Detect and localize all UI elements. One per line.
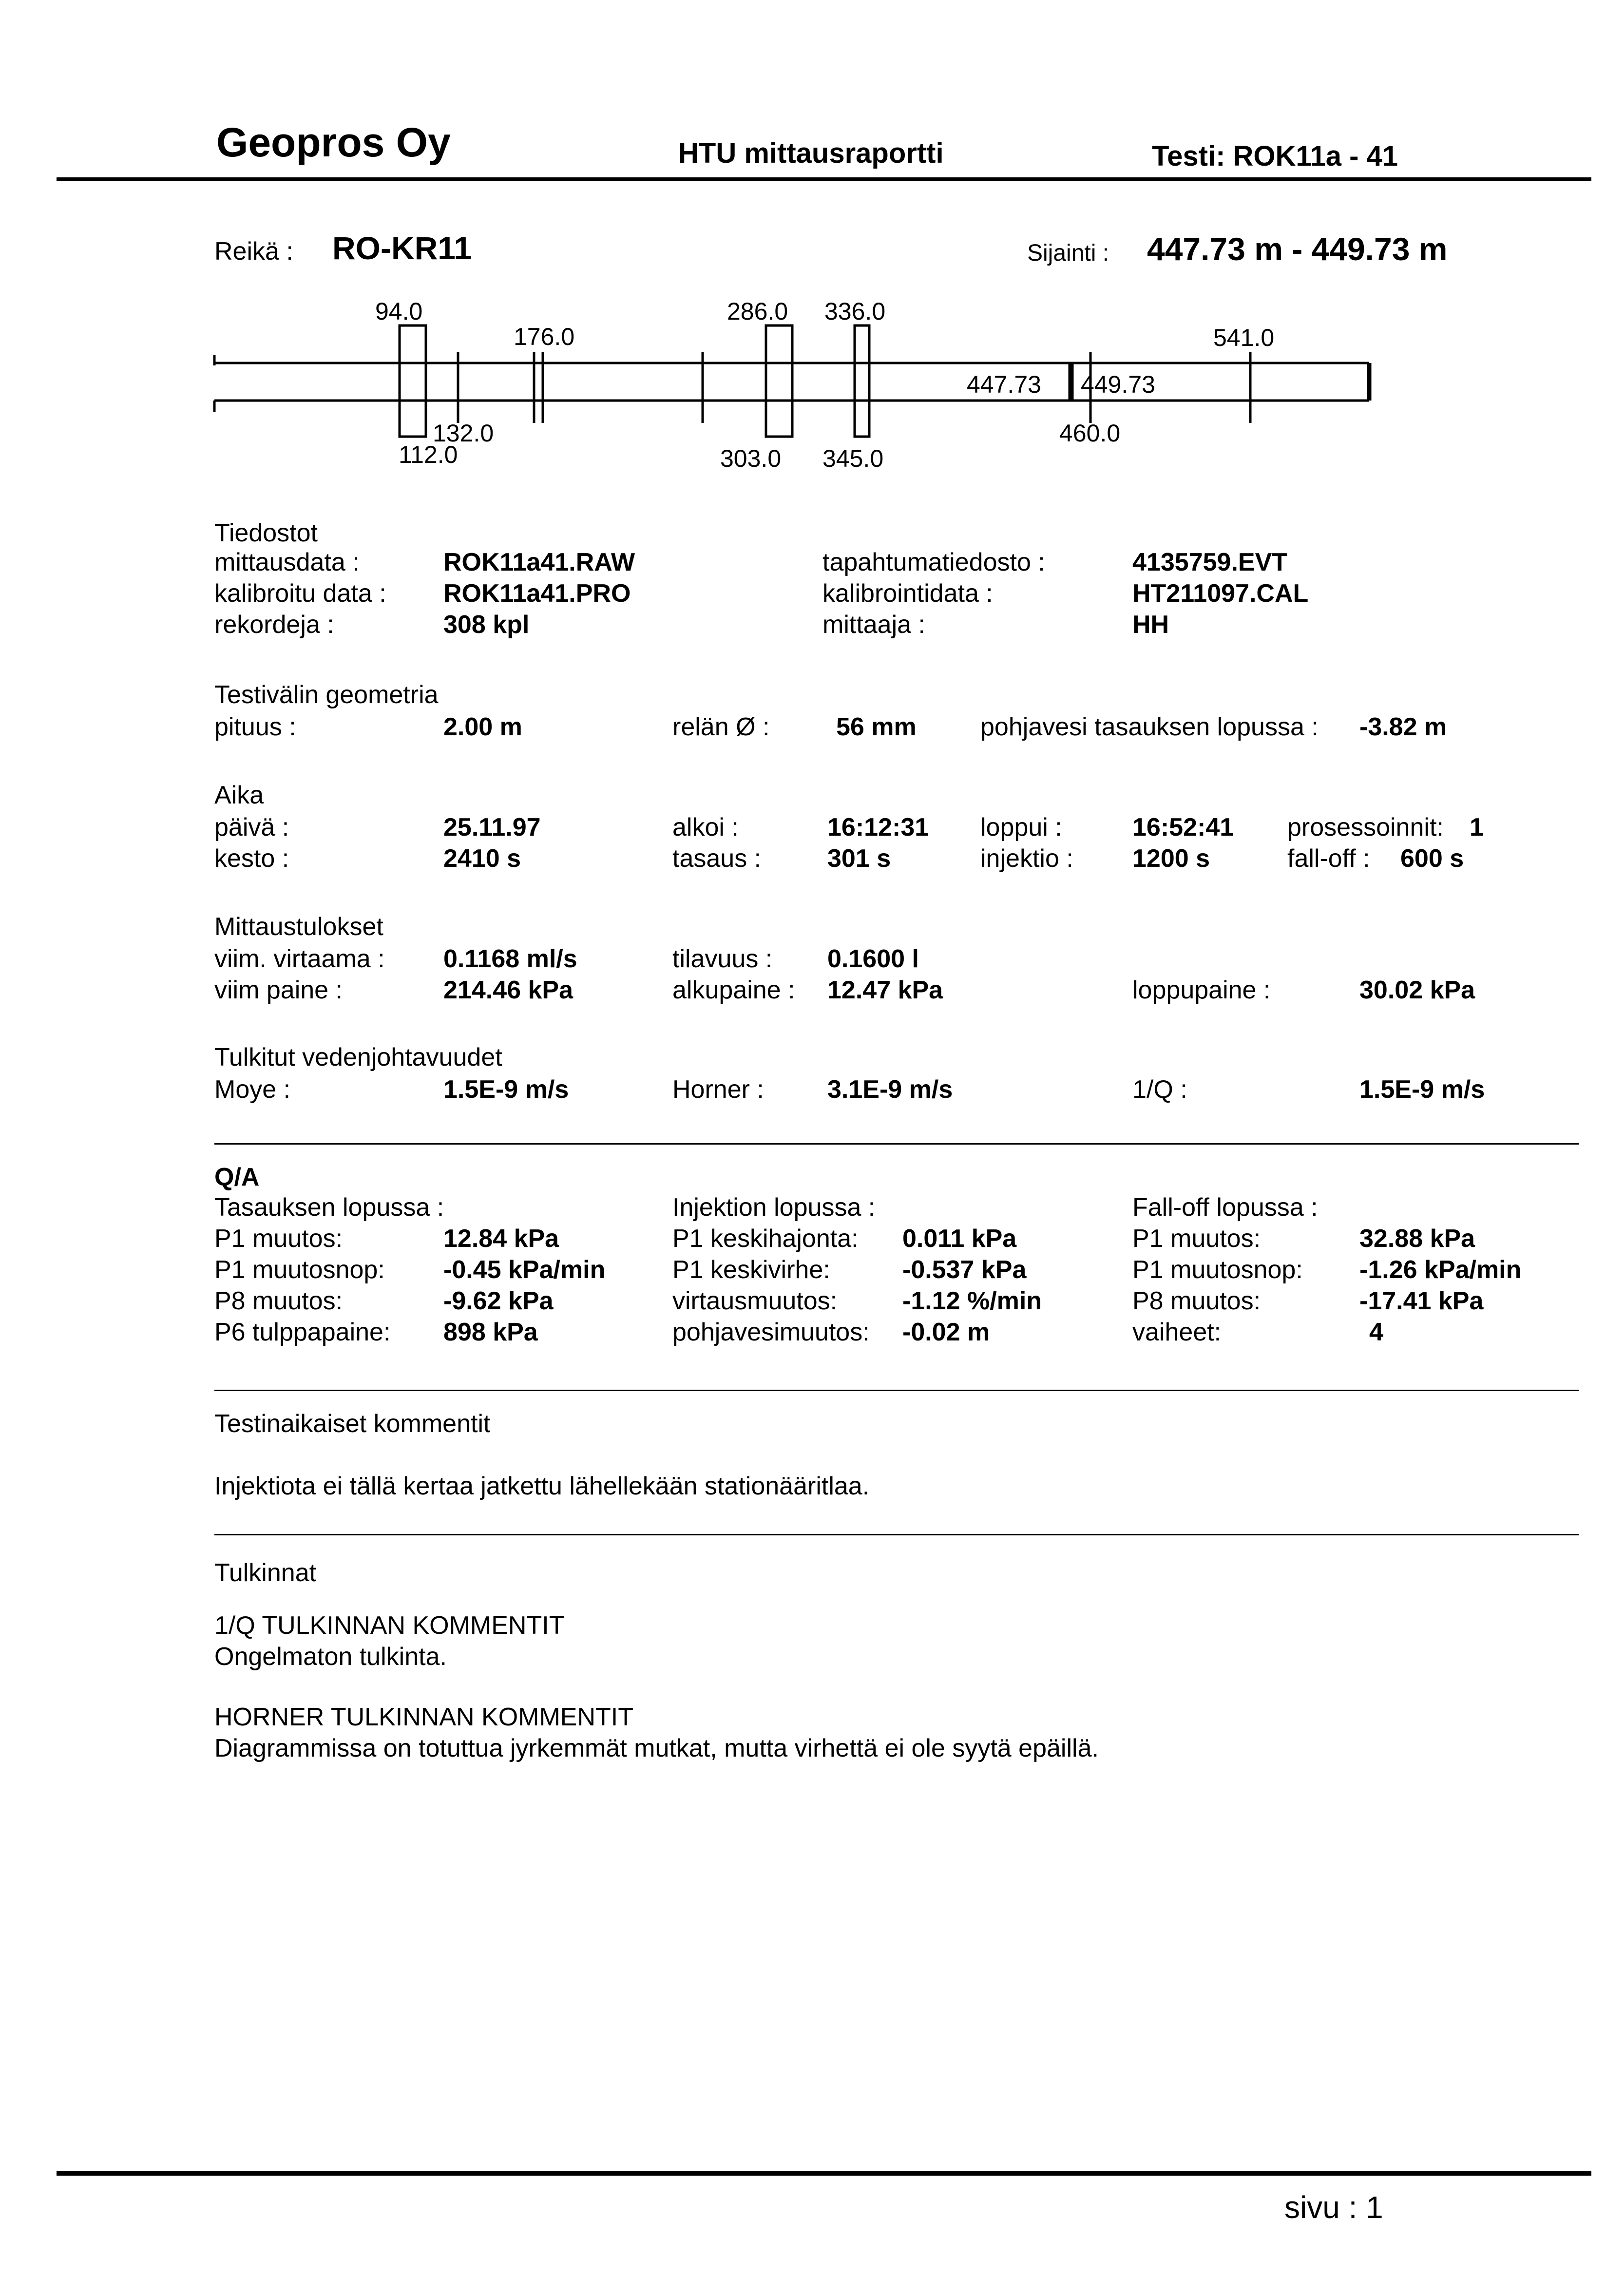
qa-value: -0.02 m xyxy=(902,1318,990,1346)
length-label: pituus : xyxy=(214,713,296,741)
qa-label: P1 muutosnop: xyxy=(1132,1256,1303,1284)
files-heading: Tiedostot xyxy=(214,519,318,547)
qa-label: P6 tulppapaine: xyxy=(214,1318,391,1346)
results-heading: Mittaustulokset xyxy=(214,913,383,941)
qa-column-title: Tasauksen lopussa : xyxy=(214,1193,444,1222)
qa-label: P1 muutosnop: xyxy=(214,1256,385,1284)
initial-pressure-label: alkupaine : xyxy=(672,976,795,1004)
qa-label: P1 muutos: xyxy=(214,1225,343,1253)
section-divider xyxy=(214,1534,1579,1535)
horner-comment-text: Diagrammissa on totuttua jyrkemmät mutkat, mutta virhettä ei ole syytä epäillä. xyxy=(214,1734,1099,1762)
volume-label: tilavuus : xyxy=(672,945,773,973)
section-divider xyxy=(214,1390,1579,1391)
processing-label: prosessoinnit: xyxy=(1287,813,1444,842)
interval-end-label: 449.73 xyxy=(1081,371,1155,398)
diagram-label-541: 541.0 xyxy=(1213,324,1275,351)
hole-label: Reikä : xyxy=(214,237,293,266)
flow-label: viim. virtaama : xyxy=(214,945,385,973)
interpretations-heading: Tulkinnat xyxy=(214,1559,317,1587)
final-pressure-label: loppupaine : xyxy=(1132,976,1271,1004)
q-label: 1/Q : xyxy=(1132,1075,1187,1104)
start-value: 16:12:31 xyxy=(827,813,929,842)
qa-value: 32.88 kPa xyxy=(1359,1225,1475,1253)
files-label: rekordeja : xyxy=(214,611,334,639)
relay-label: relän Ø : xyxy=(672,713,770,741)
footer-rule xyxy=(57,2171,1591,2176)
diagram-label-286: 286.0 xyxy=(727,298,788,325)
files-value: 4135759.EVT xyxy=(1132,548,1288,576)
qa-value: 0.011 kPa xyxy=(902,1225,1017,1253)
qa-label: vaiheet: xyxy=(1132,1318,1222,1346)
qa-value: 12.84 kPa xyxy=(443,1225,559,1253)
horner-comment-title: HORNER TULKINNAN KOMMENTIT xyxy=(214,1703,633,1731)
interval-start-label: 447.73 xyxy=(967,371,1041,398)
files-label: tapahtumatiedosto : xyxy=(822,548,1045,576)
diagram-label-112: 112.0 xyxy=(399,441,458,468)
qa-heading: Q/A xyxy=(214,1163,260,1191)
q-comment-title: 1/Q TULKINNAN KOMMENTIT xyxy=(214,1611,565,1640)
equalization-label: tasaus : xyxy=(672,844,762,873)
date-label: päivä : xyxy=(214,813,289,842)
start-label: alkoi : xyxy=(672,813,739,842)
q-comment-text: Ongelmaton tulkinta. xyxy=(214,1643,447,1671)
moye-label: Moye : xyxy=(214,1075,291,1104)
qa-label: P1 keskivirhe: xyxy=(672,1256,830,1284)
date-value: 25.11.97 xyxy=(443,813,541,842)
end-label: loppui : xyxy=(980,813,1062,842)
files-value: 308 kpl xyxy=(443,611,530,639)
qa-label: virtausmuutos: xyxy=(672,1287,838,1315)
files-label: mittausdata : xyxy=(214,548,360,576)
files-value: ROK11a41.RAW xyxy=(443,548,635,576)
flow-value: 0.1168 ml/s xyxy=(443,945,577,973)
files-value: HT211097.CAL xyxy=(1132,579,1309,608)
falloff-label: fall-off : xyxy=(1287,844,1370,873)
qa-label: P8 muutos: xyxy=(214,1287,343,1315)
horner-value: 3.1E-9 m/s xyxy=(827,1075,953,1104)
processing-value: 1 xyxy=(1470,813,1484,842)
location-label: Sijainti : xyxy=(1027,240,1109,266)
diagram-label-132: 132.0 xyxy=(433,420,494,447)
report-title: HTU mittausraportti xyxy=(678,137,944,169)
falloff-value: 600 s xyxy=(1400,844,1464,873)
injection-value: 1200 s xyxy=(1132,844,1210,873)
files-value: HH xyxy=(1132,611,1169,639)
company-name: Geopros Oy xyxy=(216,119,451,165)
geometry-heading: Testivälin geometria xyxy=(214,681,439,709)
qa-value: -1.26 kPa/min xyxy=(1359,1256,1522,1284)
duration-label: kesto : xyxy=(214,844,289,873)
length-value: 2.00 m xyxy=(443,713,522,741)
pressure-value: 214.46 kPa xyxy=(443,976,574,1004)
borehole-diagram xyxy=(0,0,1606,487)
diagram-label-176: 176.0 xyxy=(514,323,575,350)
qa-column-title: Fall-off lopussa : xyxy=(1132,1193,1318,1222)
files-label: mittaaja : xyxy=(822,611,925,639)
end-value: 16:52:41 xyxy=(1132,813,1234,842)
volume-value: 0.1600 l xyxy=(827,945,919,973)
moye-value: 1.5E-9 m/s xyxy=(443,1075,569,1104)
qa-label: P1 keskihajonta: xyxy=(672,1225,859,1253)
relay-value: 56 mm xyxy=(836,713,917,741)
initial-pressure-value: 12.47 kPa xyxy=(827,976,943,1004)
diagram-label-303: 303.0 xyxy=(720,445,782,472)
qa-value: -0.45 kPa/min xyxy=(443,1256,606,1284)
q-value: 1.5E-9 m/s xyxy=(1359,1075,1485,1104)
groundwater-value: -3.82 m xyxy=(1359,713,1447,741)
qa-column-title: Injektion lopussa : xyxy=(672,1193,876,1222)
hole-value: RO-KR11 xyxy=(332,230,472,266)
groundwater-label: pohjavesi tasauksen lopussa : xyxy=(980,713,1319,741)
qa-value: -17.41 kPa xyxy=(1359,1287,1484,1315)
borehole-lines xyxy=(214,325,1369,437)
injection-label: injektio : xyxy=(980,844,1073,873)
qa-value: -0.537 kPa xyxy=(902,1256,1027,1284)
comments-text: Injektiota ei tällä kertaa jatkettu lähellekään stationääritlaa. xyxy=(214,1472,870,1500)
conductivity-heading: Tulkitut vedenjohtavuudet xyxy=(214,1043,502,1071)
diagram-label-94: 94.0 xyxy=(375,298,423,325)
section-divider xyxy=(214,1143,1579,1145)
location-value: 447.73 m - 449.73 m xyxy=(1147,231,1448,267)
diagram-label-460: 460.0 xyxy=(1059,420,1121,447)
comments-heading: Testinaikaiset kommentit xyxy=(214,1410,491,1438)
time-heading: Aika xyxy=(214,781,264,809)
qa-label: P1 muutos: xyxy=(1132,1225,1261,1253)
horner-label: Horner : xyxy=(672,1075,764,1104)
page-number: sivu : 1 xyxy=(1284,2190,1383,2225)
qa-value: 4 xyxy=(1369,1318,1383,1346)
pressure-label: viim paine : xyxy=(214,976,343,1004)
test-id: Testi: ROK11a - 41 xyxy=(1152,140,1398,172)
equalization-value: 301 s xyxy=(827,844,891,873)
files-value: ROK11a41.PRO xyxy=(443,579,631,608)
final-pressure-value: 30.02 kPa xyxy=(1359,976,1475,1004)
qa-label: pohjavesimuutos: xyxy=(672,1318,870,1346)
qa-value: -1.12 %/min xyxy=(902,1287,1042,1315)
diagram-label-345: 345.0 xyxy=(822,445,884,472)
files-label: kalibrointidata : xyxy=(822,579,993,608)
duration-value: 2410 s xyxy=(443,844,521,873)
qa-value: -9.62 kPa xyxy=(443,1287,554,1315)
files-label: kalibroitu data : xyxy=(214,579,386,608)
diagram-label-336: 336.0 xyxy=(824,298,886,325)
qa-value: 898 kPa xyxy=(443,1318,538,1346)
qa-label: P8 muutos: xyxy=(1132,1287,1261,1315)
